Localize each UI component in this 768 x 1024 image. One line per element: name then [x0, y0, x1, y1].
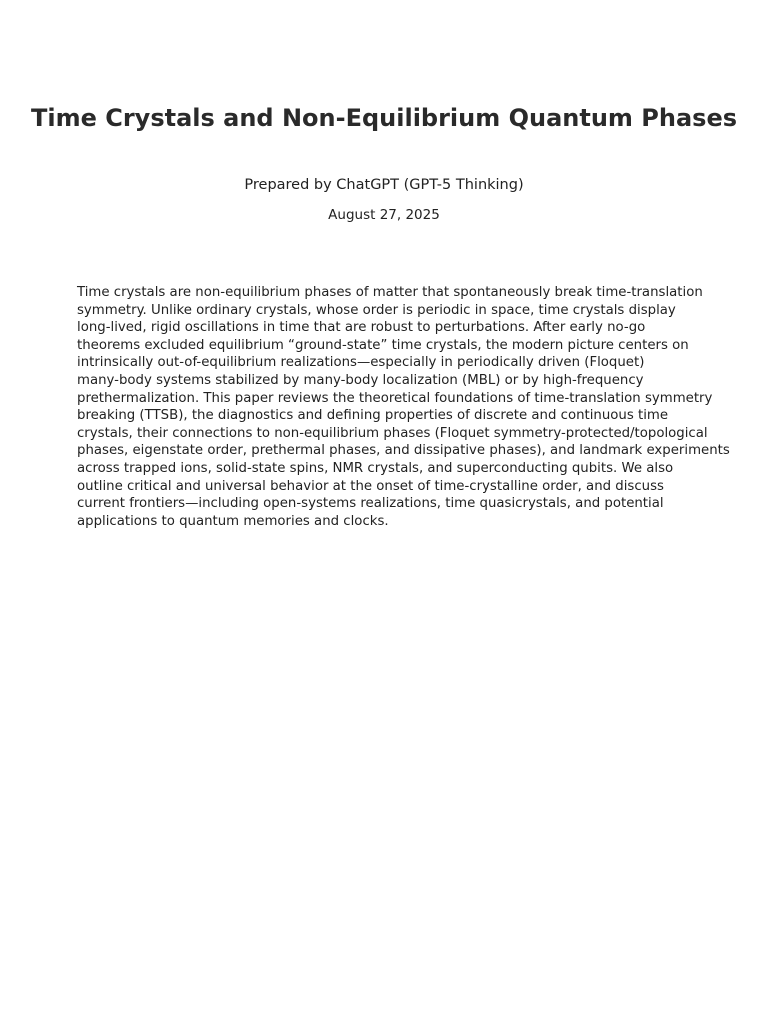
abstract-line: intrinsically out-of-equilibrium realizations—especially in periodically driven (Floquet) [77, 355, 645, 371]
date-line: August 27, 2025 [328, 207, 440, 223]
abstract [77, 284, 765, 530]
paper-title: Time Crystals and Non-Equilibrium Quantum Phases [30, 104, 738, 132]
abstract-line: symmetry. Unlike ordinary crystals, whose order is periodic in space, time crystals display [77, 302, 676, 318]
abstract-line: long-lived, rigid oscillations in time that are robust to perturbations. After early no-go [77, 320, 646, 336]
abstract-line: outline critical and universal behavior at the onset of time-crystalline order, and discuss [77, 478, 664, 494]
abstract-line: crystals, their connections to non-equilibrium phases (Floquet symmetry-protected/topological [77, 425, 708, 441]
abstract-line: applications to quantum memories and clocks. [77, 513, 389, 529]
abstract-line: Time crystals are non-equilibrium phases of matter that spontaneously break time-translation [77, 285, 703, 300]
abstract-line: many-body systems stabilized by many-body localization (MBL) or by high-frequency [77, 372, 644, 388]
abstract-line: breaking (TTSB), the diagnostics and defining properties of discrete and continuous time [77, 408, 669, 424]
abstract-line: current frontiers—including open-systems realizations, time quasicrystals, and potential [77, 496, 664, 512]
abstract-line: prethermalization. This paper reviews the theoretical foundations of time-translation symmetry [77, 390, 713, 406]
abstract-line: across trapped ions, solid-state spins, NMR crystals, and superconducting qubits. We also [77, 460, 674, 476]
abstract-line: theorems excluded equilibrium “ground-state” time crystals, the modern picture centers on [77, 337, 689, 353]
author-line: Prepared by ChatGPT (GPT-5 Thinking) [244, 177, 524, 193]
abstract-line: phases, eigenstate order, prethermal phases, and dissipative phases), and landmark experiments [77, 443, 730, 459]
